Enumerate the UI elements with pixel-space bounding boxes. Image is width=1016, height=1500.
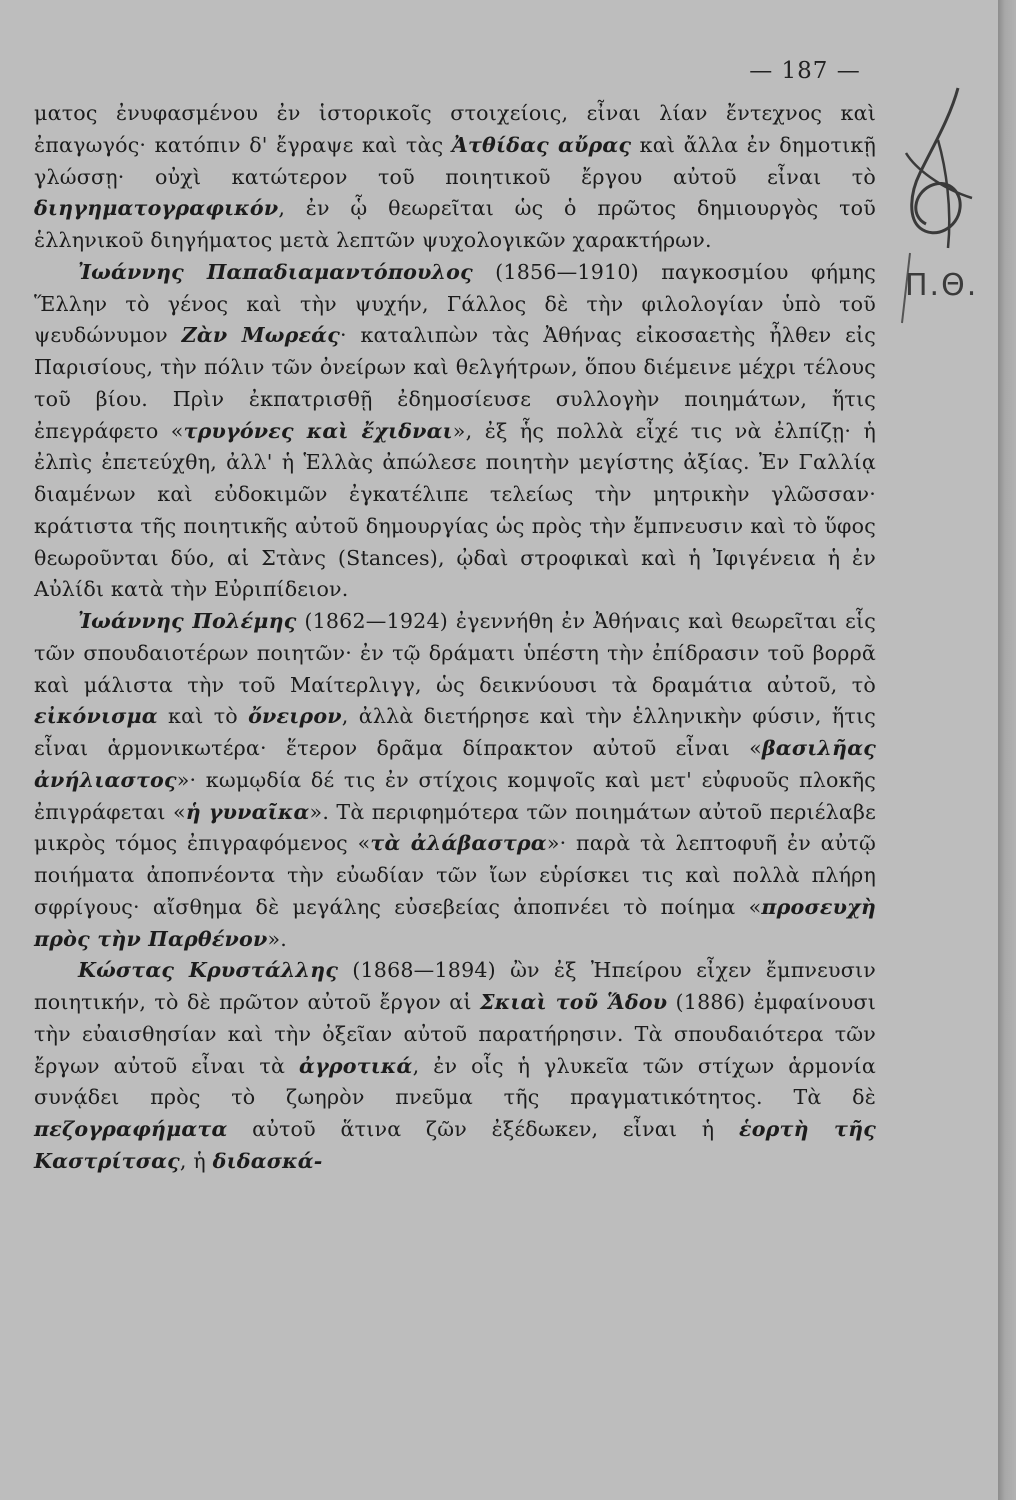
text-run: (1886) ἐμφαίνουσι τὴν εὐαισθησίαν καὶ τὴν ὀξεῖαν αὐτοῦ παρατήρησιν. Τὰ σπουδαιότερα τῶν ἔργων αὐτοῦ εἶναι τὰ [34,990,876,1078]
paragraph [34,98,876,257]
emphasized-text: Σκιαὶ τοῦ Ἅδου [479,990,668,1014]
paragraph [34,955,876,1177]
emphasized-text: βασιλῆας ἀνήλιαστος [34,736,876,792]
emphasized-text: ἡ γυναῖκα [185,799,310,824]
emphasized-text: τὰ ἀλάβαστρα [370,831,547,856]
emphasized-text: εἰκόνισμα [34,704,158,729]
emphasized-text: Ἀτθίδας αὔρας [451,132,632,157]
emphasized-text: ἀγροτικά [299,1053,413,1078]
text-run: ». Τὰ περιφημότερα τῶν ποιημάτων αὐτοῦ περιέλαβε μικρὸς τόμος ἐπιγραφόμενος « [34,799,876,856]
text-run: », ἐξ ἧς πολλὰ εἶχέ τις νὰ ἐλπίζῃ· ἡ ἐλπὶς ἐπετεύχθη, ἀλλ' ἡ Ἑλλὰς ἀπώλεσε ποιητὴν μεγίστης ἀξίας. Ἐν Γαλλίᾳ διαμένων καὶ εὐδοκιμῶν ἐγκατέλιπε τελείως τὴν μητρικὴν γλῶσσαν· κράτιστα τῆς ποιητικῆς αὐτοῦ δημουργίας ὡς πρὸς τὴν ἔμπνευσιν καὶ τὸ ὕφος θεωροῦνται δύο, αἱ Στὰνς (Stances), ᾠδαὶ στροφικαὶ καὶ ἡ Ἰφιγένεια ἡ ἐν Αὐλίδι κατὰ τὴν Εὐριπίδειον. [34,418,876,602]
emphasized-text: τρυγόνες καὶ ἔχιδναι [183,418,453,443]
text-run: (1856—1910) παγκοσμίου φήμης Ἕλλην τὸ γένος καὶ τὴν ψυχήν, Γάλλος δὲ τὴν φιλολογίαν ὑπὸ τοῦ ψευδώνυμον [34,259,876,348]
emphasized-text: πεζογραφήματα [34,1117,228,1141]
text-run: ». [267,926,288,951]
emphasized-text: Ζὰν Μωρεάς [181,323,340,348]
margin-initials: Π.Θ. [905,268,979,303]
text-run: , ἡ [179,1148,213,1173]
page-number: — 187 — [749,58,861,84]
page-edge [998,0,1016,1500]
emphasized-text: ἑορτὴ τῆς Καστρίτσας [34,1117,876,1173]
text-run: , ἐν οἷς ἡ γλυκεῖα τῶν στίχων ἁρμονία συνᾴδει πρὸς τὸ ζωηρὸν πνεῦμα τῆς πραγματικότητος. Τὰ δὲ [34,1053,876,1110]
text-run: , ἀλλὰ διετήρησε καὶ τὴν ἑλληνικὴν φύσιν, ἥτις εἶναι ἁρμονικωτέρα· ἕτερον δρᾶμα δίπρακτον αὐτοῦ εἶναι « [34,704,876,760]
emphasized-text: ὄνειρον [248,704,342,729]
text-run: »· κωμῳδία δέ τις ἐν στίχοις κομψοῖς καὶ μετ' εὐφυοῦς πλοκῆς ἐπιγράφεται « [34,767,876,824]
text-run: αὐτοῦ ἅτινα ζῶν ἐξέδωκεν, εἶναι ἡ [227,1117,739,1141]
text-run: (1862—1924) ἐγεννήθη ἐν Ἀθήναις καὶ θεωρεῖται εἷς τῶν σπουδαιοτέρων ποιητῶν· ἐν τῷ δράματι ὑπέστη τὴν ἐπίδρασιν τοῦ βορρᾶ καὶ μάλιστα τὴν τοῦ Μαίτερλιγγ, ὡς δεικνύουσι τὰ δραμάτια αὐτοῦ, τὸ [34,609,877,697]
emphasized-text: Ἰωάννης Πολέμης [78,609,297,633]
emphasized-text: Κώστας Κρυστάλλης [78,958,339,983]
emphasized-text: διηγηματογραφικόν [34,196,279,221]
paragraph [34,606,876,955]
body-text [34,98,876,1178]
emphasized-text: προσευχὴ πρὸς τὴν Παρθένον [34,894,876,951]
text-run: , ἐν ᾧ θεωρεῖται ὡς ὁ πρῶτος δημιουργὸς τοῦ ἑλληνικοῦ διηγήματος μετὰ λεπτῶν ψυχολογικῶν χαρακτήρων. [34,196,876,252]
text-run: καὶ ἄλλα ἐν δημοτικῇ γλώσσῃ· οὐχὶ κατώτερον τοῦ ποιητικοῦ ἔργου αὐτοῦ εἶναι τὸ [34,132,876,189]
emphasized-text: Ἰωάννης Παπαδιαμαντόπουλος [78,259,473,284]
text-run: ματος ἐνυφασμένου ἐν ἱστορικοῖς στοιχείοις, εἶναι λίαν ἔντεχνος καὶ ἐπαγωγός· κατόπιν δ' ἔγραψε καὶ τὰς [34,101,876,157]
text-run: (1868—1894) ὢν ἐξ Ἠπείρου εἶχεν ἔμπνευσιν ποιητικήν, τὸ δὲ πρῶτον αὐτοῦ ἔργον αἱ [34,958,876,1014]
text-run: »· παρὰ τὰ λεπτοφυῆ ἐν αὐτῷ ποιήματα ἀποπνέοντα τὴν εὐωδίαν τῶν ἴων εὑρίσκει τις καὶ πολλὰ πλήρη σφρίγους· αἴσθημα δὲ μεγάλης εὐσεβείας ἀποπνέει τὸ ποίημα « [34,831,876,919]
text-run: · καταλιπὼν τὰς Ἀθήνας εἰκοσαετὴς ἦλθεν εἰς Παρισίους, τὴν πόλιν τῶν ὀνείρων καὶ θελγήτρων, ὅπου διέμεινε μέχρι τέλους τοῦ βίου. Πρὶν ἐκπατρισθῇ ἐδημοσίευσε συλλογὴν ποιημάτων, ἥτις ἐπεγράφετο « [34,323,876,443]
emphasized-text: διδασκά- [212,1148,323,1173]
text-run: καὶ τὸ [157,704,249,729]
paragraph [34,257,876,606]
